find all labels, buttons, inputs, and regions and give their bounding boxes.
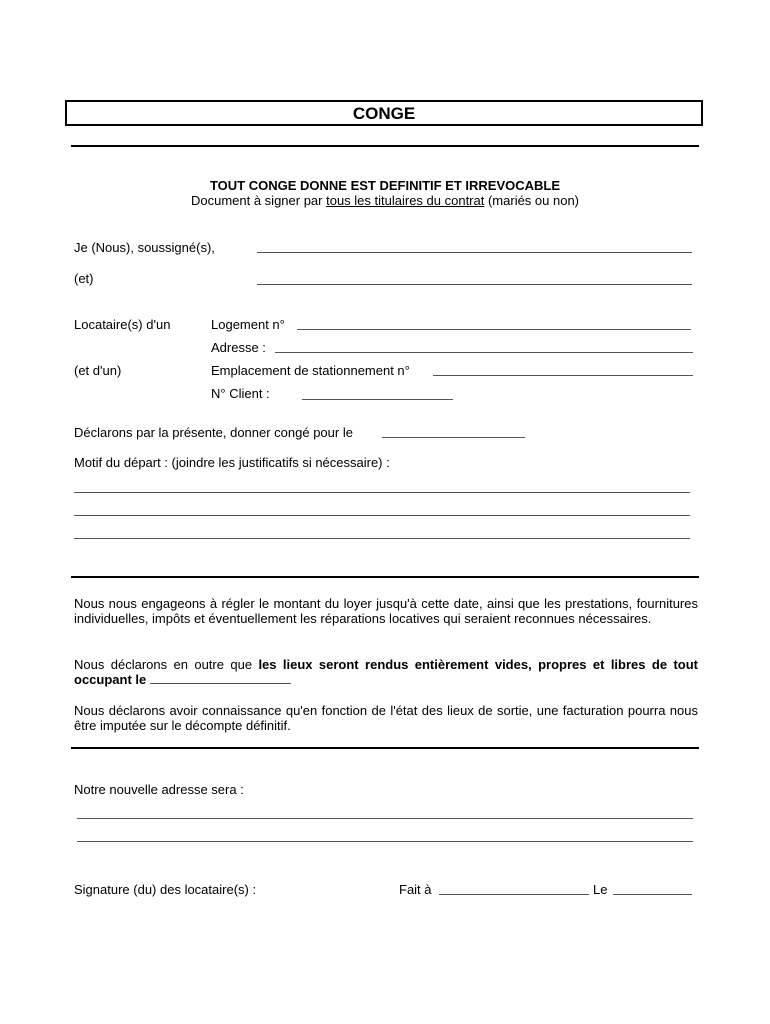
housing-number-field[interactable]	[297, 329, 691, 330]
parking-number-label: Emplacement de stationnement n°	[211, 363, 410, 378]
client-number-label: N° Client :	[211, 386, 270, 401]
section-divider	[71, 576, 699, 578]
signatory-label: Je (Nous), soussigné(s),	[74, 240, 215, 255]
departure-reason-label: Motif du départ : (joindre les justificatifs si nécessaire) :	[74, 455, 390, 470]
tenant-of-label: Locataire(s) d'un	[74, 317, 171, 332]
housing-number-label: Logement n°	[211, 317, 285, 332]
date-field[interactable]	[613, 894, 692, 895]
billing-acknowledgement-paragraph: Nous déclarons avoir connaissance qu'en fonction de l'état des lieux de sortie, une facturation pourra nous être imputée sur le décompte définitif.	[74, 703, 698, 733]
irrevocable-notice: TOUT CONGE DONNE EST DEFINITIF ET IRREVOCABLE	[209, 178, 561, 193]
new-address-line[interactable]	[77, 818, 693, 819]
co-signatory-name-field[interactable]	[257, 284, 692, 285]
and-of-label: (et d'un)	[74, 363, 122, 378]
rent-commitment-paragraph: Nous nous engageons à régler le montant du loyer jusqu'à cette date, ainsi que les prestations, fournitures individuelles, impôts et éventuellement les réparations locatives qui seraient reconnues nécessaires.	[74, 596, 698, 626]
parking-number-field[interactable]	[433, 375, 693, 376]
premises-declaration-paragraph: Nous déclarons en outre que les lieux seront rendus entièrement vides, propres et libres de tout occupant le	[74, 657, 698, 687]
new-address-label: Notre nouvelle adresse sera :	[74, 782, 244, 797]
place-field[interactable]	[439, 894, 589, 895]
signing-instruction: Document à signer par tous les titulaires du contrat (mariés ou non)	[190, 193, 580, 208]
departure-reason-line[interactable]	[74, 538, 690, 539]
client-number-field[interactable]	[302, 399, 453, 400]
address-field[interactable]	[275, 352, 693, 353]
address-label: Adresse :	[211, 340, 266, 355]
notice-date-label: Déclarons par la présente, donner congé pour le	[74, 425, 353, 440]
notice-date-field[interactable]	[382, 437, 525, 438]
departure-reason-line[interactable]	[74, 515, 690, 516]
co-signatory-label: (et)	[74, 271, 94, 286]
signature-label: Signature (du) des locataire(s) :	[74, 882, 257, 897]
signatory-name-field[interactable]	[257, 252, 692, 253]
vacate-date-field[interactable]	[150, 672, 291, 684]
new-address-line[interactable]	[77, 841, 693, 842]
title-divider	[71, 145, 699, 147]
departure-reason-line[interactable]	[74, 492, 690, 493]
document-title: CONGE	[65, 100, 703, 126]
section-divider	[71, 747, 699, 749]
place-label: Fait à	[399, 882, 432, 897]
date-label: Le	[593, 882, 608, 897]
